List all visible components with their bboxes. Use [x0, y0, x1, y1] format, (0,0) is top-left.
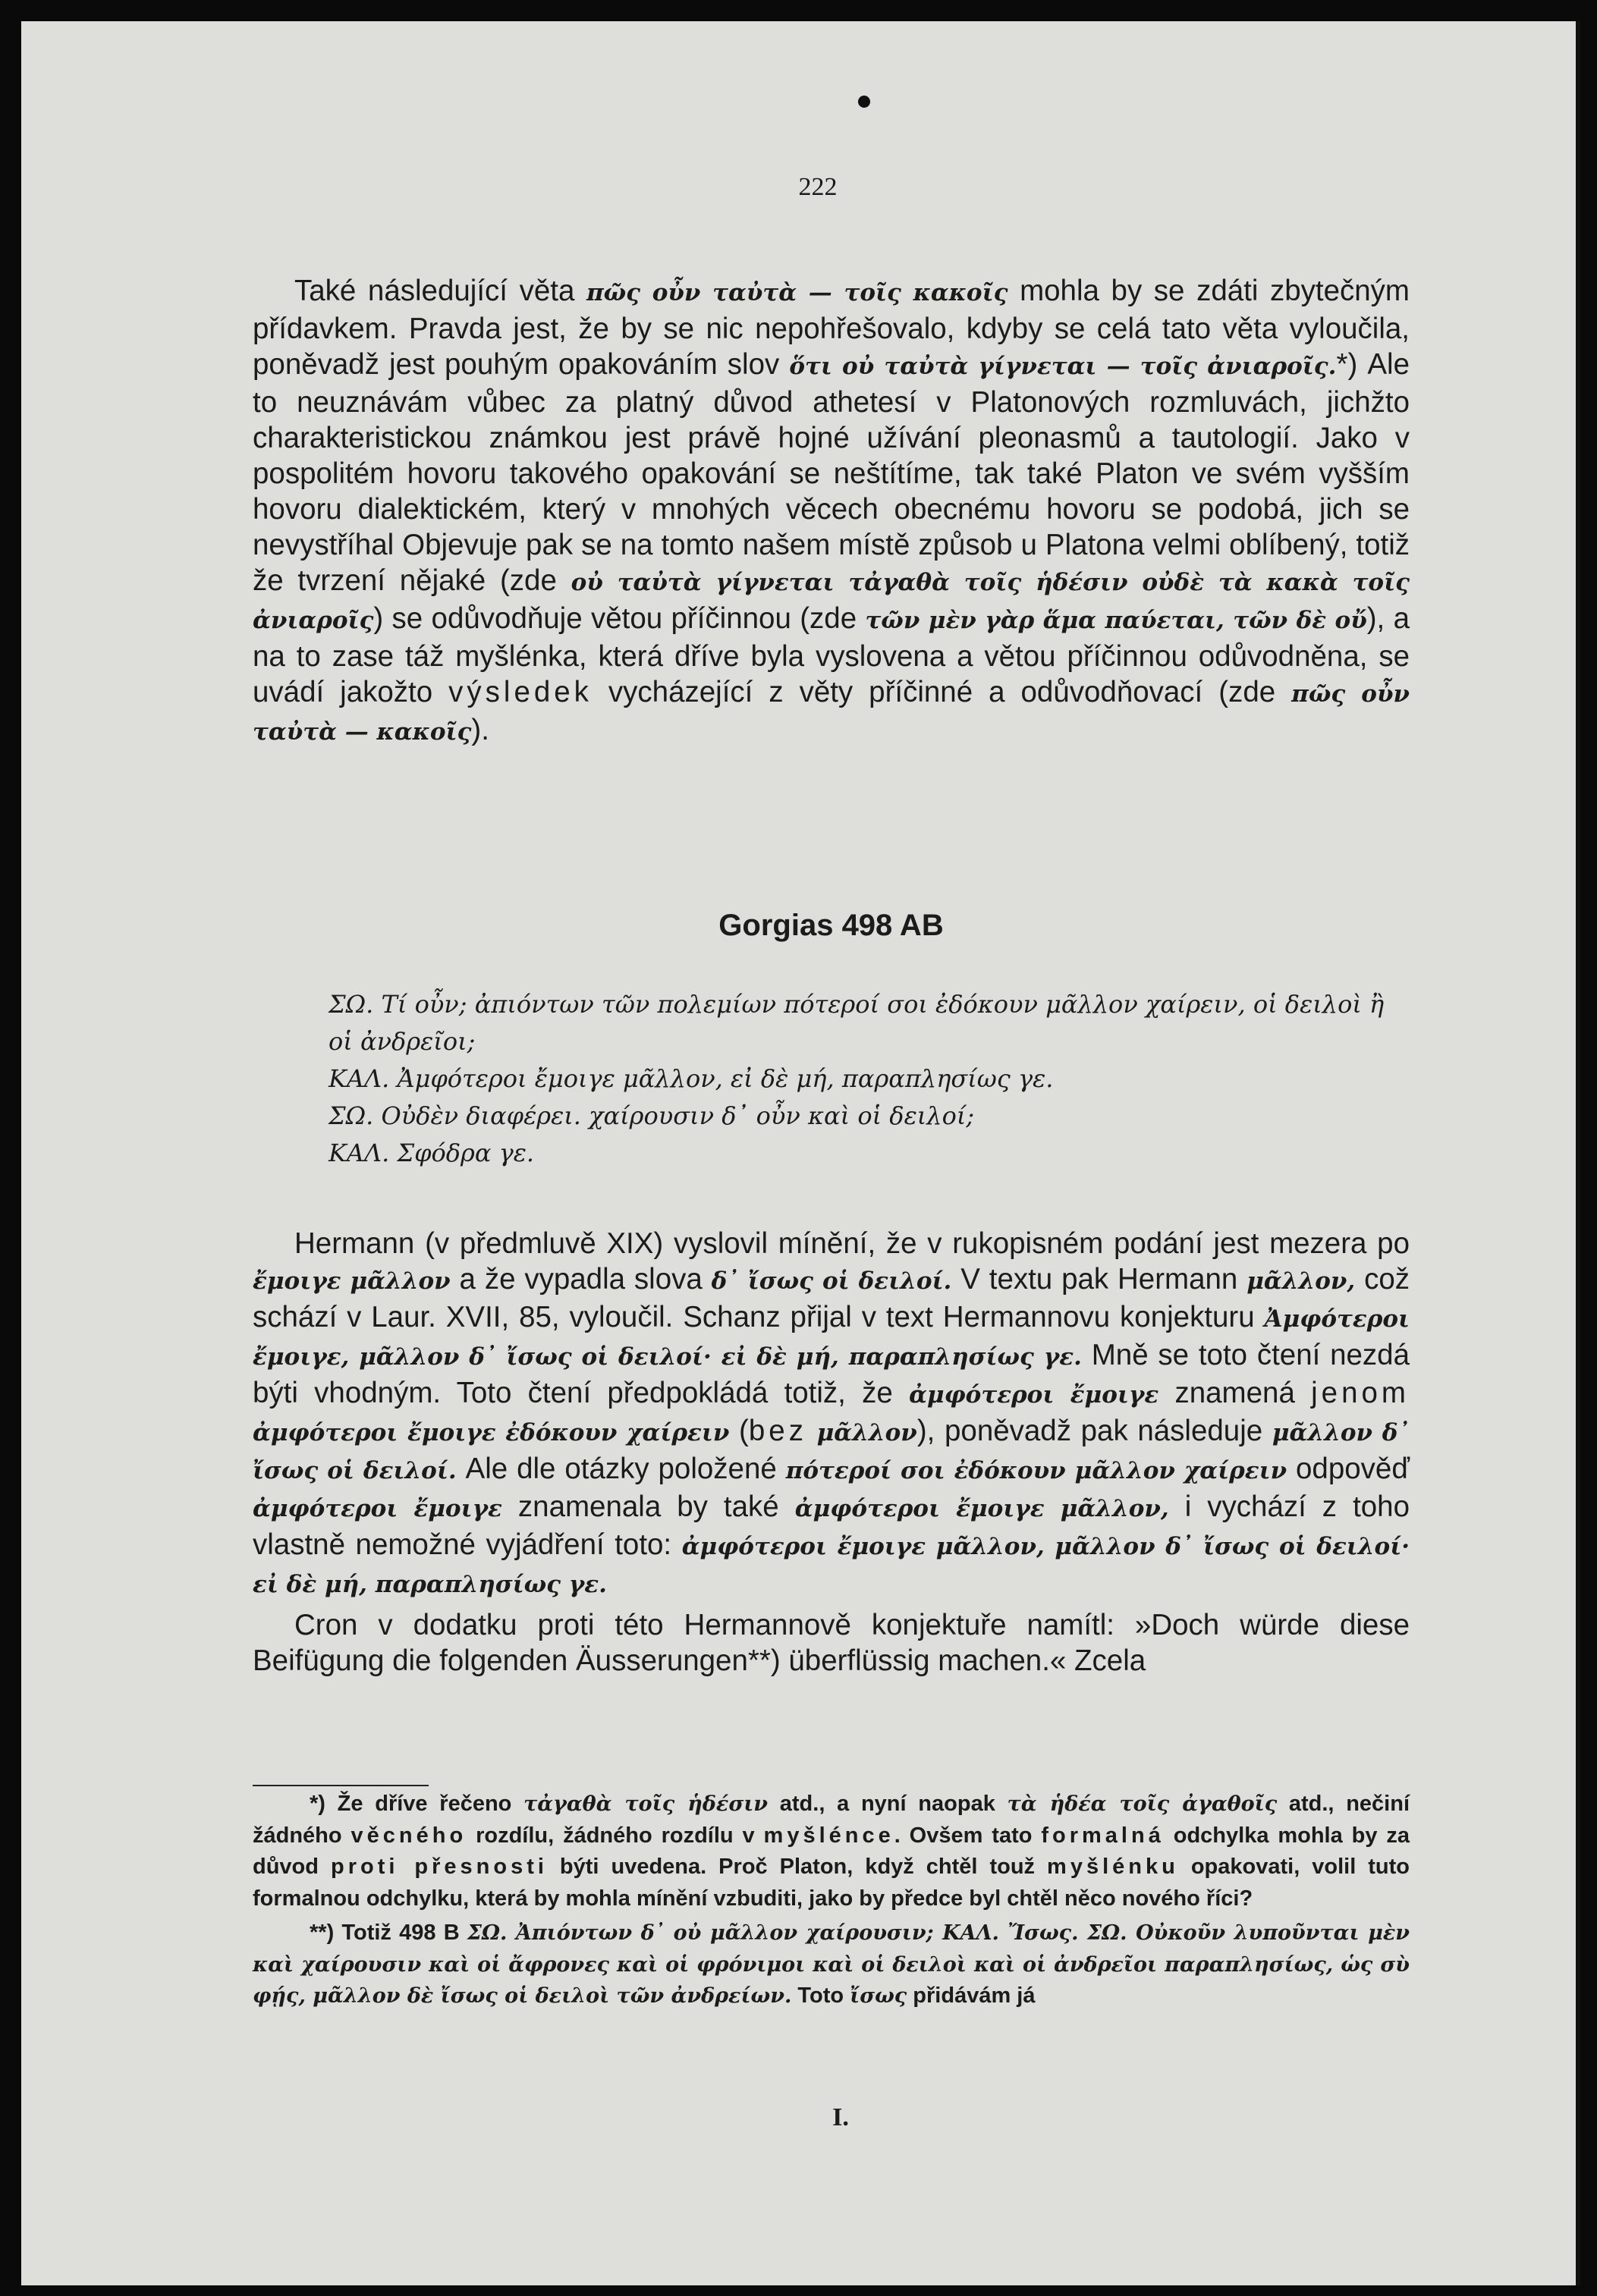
dialogue-line: ΣΩ. Τί οὖν; ἀπιόντων τῶν πολεμίων πότεροί σοι ἐδόκουν μᾶλλον χαίρειν, οἱ δειλοὶ ἢ οἱ ἀνδρεῖοι; — [329, 990, 1385, 1056]
greek-phrase: δ᾽ ἴσως οἱ δειλοί. — [711, 1267, 952, 1295]
text-run: rozdílu, žádného rozdílu v — [467, 1823, 764, 1848]
greek-phrase: ἀμφότεροι ἔμοιγε — [253, 1495, 502, 1522]
text-run: přidávám já — [907, 1983, 1036, 2008]
text-run: ). — [471, 714, 489, 746]
footnote-1 — [253, 1789, 1410, 1914]
spaced-emphasis: jenom — [1311, 1377, 1410, 1409]
paragraph-2 — [253, 1226, 1410, 1603]
ink-dot — [858, 96, 870, 108]
page-number: 222 — [798, 173, 838, 201]
greek-phrase: ἔμοιγε μᾶλλον — [253, 1267, 451, 1295]
greek-phrase: οὐ ταὐτὰ γίγνεται τἀγαθὰ τοῖς ἡδέσιν οὐδὲ τὰ κακὰ τοῖς ἀνιαροῖς — [253, 569, 1410, 634]
greek-phrase: τῶν μὲν γὰρ ἅμα παύεται, τῶν δὲ οὔ — [865, 607, 1367, 634]
greek-phrase: μᾶλλον — [816, 1419, 917, 1446]
spaced-emphasis: proti přesnosti — [330, 1855, 548, 1879]
spaced-emphasis: věcného — [351, 1823, 467, 1848]
text-run: znamenala by také — [501, 1490, 795, 1523]
greek-phrase: ἴσως — [850, 1984, 907, 2008]
text-run: *) Ale to neuznávám vůbec za platný důvod athetesí v Platonových rozmluvách, jichžto charakteristickou známkou jest právě hojné užívání pleonasmů a tautologií. Jako v pospolitém hovoru takového opakování se neštítíme, tak také Platon ve svém vyšším hovoru dialektickém, který v mnohých věcech obecnému hovoru se podobá, jich se nevystříhal Objevuje pak se na tomto našem místě způsob u Platona velmi oblíbený, totiž že tvrzení nějaké (zde — [253, 348, 1410, 597]
footnotes — [253, 1789, 1410, 2012]
greek-dialogue — [329, 986, 1410, 1172]
text-run: odpověď — [1287, 1453, 1410, 1485]
greek-phrase: ἀμφότεροι ἔμοιγε ἐδόκουν χαίρειν — [253, 1419, 730, 1446]
text-run: ) se odůvodňuje větou příčinnou (zde — [373, 602, 866, 635]
greek-phrase: ΣΩ. Ἀπιόντων δ᾽ οὐ μᾶλλον χαίρουσιν; ΚΑΛ. Ἴσως. ΣΩ. Οὐκοῦν λυποῦνται μὲν καὶ χαίρουσιν καὶ οἱ ἄφρονες καὶ οἱ φρόνιμοι καὶ οἱ δειλοὶ καὶ οἱ ἀνδρεῖοι παραπλησίως, ὡς σὺ φῄς, μᾶλλον δὲ ἴσως οἱ δειλοὶ τῶν ἀνδρείων. — [253, 1921, 1410, 2008]
text-run: *) Že dříve řečeno — [310, 1792, 524, 1816]
text-run: Hermann (v předmluvě XIX) vyslovil mínění, že v rukopisném podání jest mezera po — [294, 1227, 1410, 1260]
spaced-emphasis: myšlénku — [1047, 1855, 1179, 1879]
body-paragraph-2 — [253, 1226, 1410, 1679]
greek-phrase: ἀμφότεροι ἔμοιγε μᾶλλον, — [794, 1495, 1169, 1522]
text-run: atd., nečiní žádného — [253, 1792, 1410, 1848]
text-run: **) Totiž 498 B — [310, 1921, 467, 1945]
greek-phrase: πῶς οὖν ταὐτὰ — κακοῖς — [253, 680, 1410, 746]
dialogue-line: ΚΑΛ. Ἀμφότεροι ἔμοιγε μᾶλλον, εἰ δὲ μή, παραπλησίως γε. — [329, 1064, 1054, 1093]
text-run: což schází v Laur. XVII, 85, vyloučil. Schanz přijal v text Hermannovu konjekturu — [253, 1263, 1410, 1333]
greek-phrase: μᾶλλον, — [1246, 1267, 1356, 1295]
text-run: V textu pak Hermann — [951, 1263, 1247, 1296]
signature-mark: I. — [832, 2103, 849, 2131]
text-run — [807, 1415, 817, 1447]
text-run: ), poněvadž pak následuje — [916, 1415, 1272, 1447]
text-run: a že vypadla slova — [450, 1263, 712, 1296]
text-run: býti uvedena. Proč Platon, když chtěl touž — [547, 1855, 1048, 1879]
paragraph-1 — [253, 273, 1410, 750]
paragraph-3 — [253, 1607, 1410, 1679]
text-run: . Ovšem tato — [894, 1823, 1042, 1848]
spaced-emphasis: myšlénce — [763, 1823, 894, 1848]
text-run: znamená — [1158, 1377, 1312, 1409]
text-run: Cron v dodatku proti této Hermannově konjektuře namítl: »Doch würde diese Beifügung die folgenden Äusserungen**) überflüssig machen.« Zcela — [253, 1609, 1410, 1677]
dialogue-line: ΣΩ. Οὐδὲν διαφέρει. χαίρουσιν δ᾽ οὖν καὶ οἱ δειλοί; — [329, 1101, 975, 1130]
text-run: Mně se toto čtení nezdá býti vhodným. Toto čtení předpokládá totiž, že — [253, 1339, 1410, 1409]
text-run: ), a na to zase táž myšlénka, která dříve byla vyslovena a větou příčinnou odůvodněna, se uvádí jakožto — [253, 602, 1410, 708]
text-run: mohla by se zdáti zbytečným přídavkem. Pravda jest, že by se nic nepohřešovalo, kdyby se celá tato věta vyloučila, poněvadž jest pouhým opakováním slov — [253, 275, 1410, 381]
greek-phrase: πῶς οὖν ταὐτὰ — τοῖς κακοῖς — [586, 279, 1008, 306]
spaced-emphasis: bez — [748, 1415, 807, 1447]
dialogue-line: ΚΑΛ. Σφόδρα γε. — [329, 1139, 535, 1167]
greek-phrase: ὅτι οὐ ταὐτὰ γίγνεται — τοῖς ἀνιαροῖς. — [789, 353, 1337, 380]
text-run: opakovati, volil tuto formalnou odchylku, která by mohla mínění vzbuditi, jako by předce byl chtěl něco nového říci? — [253, 1855, 1410, 1911]
section-heading: Gorgias 498 AB — [718, 909, 944, 942]
page-edge-shadow — [1576, 21, 1580, 2285]
footnote-rule — [253, 1785, 429, 1786]
body-paragraph-1 — [253, 273, 1410, 750]
spaced-emphasis: výsledek — [448, 676, 593, 708]
greek-phrase: ἀμφότεροι ἔμοιγε μᾶλλον, μᾶλλον δ᾽ ἴσως οἱ δειλοί· εἰ δὲ μή, παραπλησίως γε. — [253, 1533, 1410, 1598]
greek-phrase: Ἀμφότεροι ἔμοιγε, μᾶλλον δ᾽ ἴσως οἱ δειλοί· εἰ δὲ μή, παραπλησίως γε. — [253, 1305, 1410, 1371]
greek-phrase: πότεροί σοι ἐδόκουν μᾶλλον χαίρειν — [785, 1457, 1287, 1484]
text-run: vycházející z věty příčinné a odůvodňovací (zde — [592, 676, 1292, 708]
greek-phrase: ἀμφότεροι ἔμοιγε — [909, 1381, 1159, 1409]
spaced-emphasis: formalná — [1041, 1823, 1165, 1848]
greek-phrase: τὰ ἡδέα τοῖς ἀγαθοῖς — [1007, 1792, 1278, 1816]
greek-phrase: μᾶλλον δ᾽ ἴσως οἱ δειλοί. — [253, 1419, 1410, 1484]
footnote-2 — [253, 1918, 1410, 2012]
text-run: atd., a nyní naopak — [768, 1792, 1008, 1816]
text-run: Ale dle otázky položené — [456, 1453, 786, 1485]
text-run: i vychází z toho vlastně nemožné vyjádření toto: — [253, 1490, 1410, 1561]
text-run: Také následující věta — [294, 275, 586, 307]
text-run: Toto — [791, 1983, 850, 2008]
text-run: ( — [729, 1415, 749, 1447]
page-sheet — [21, 21, 1580, 2285]
greek-phrase: τἀγαθὰ τοῖς ἡδέσιν — [523, 1792, 769, 1816]
text-run: odchylka mohla by za důvod — [253, 1823, 1410, 1879]
